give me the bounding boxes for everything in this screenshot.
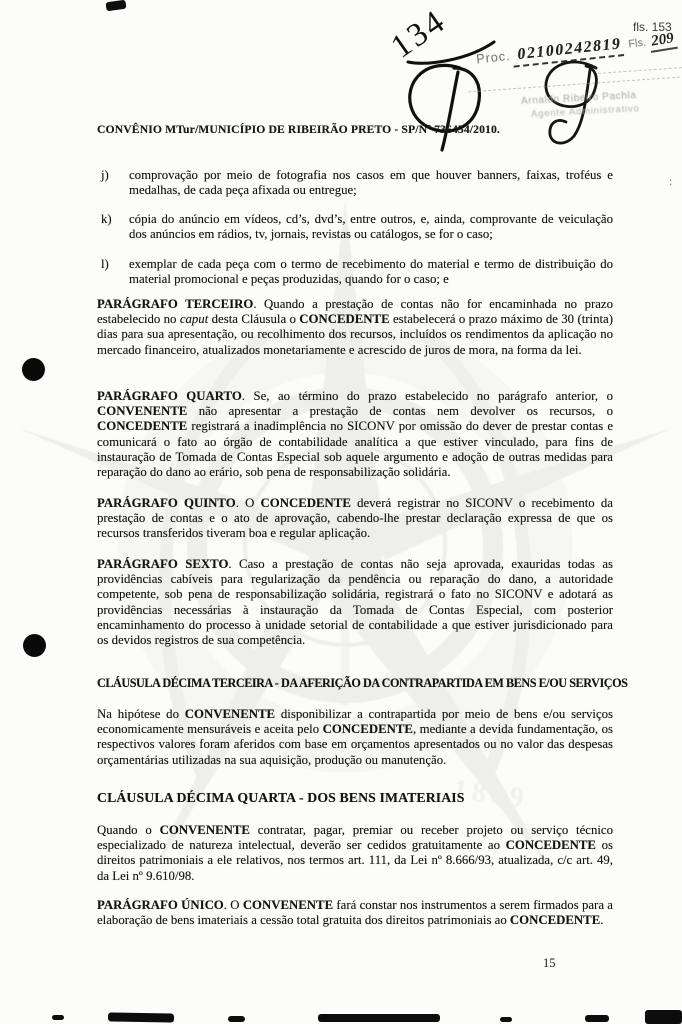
fls-label: Fls. [627,36,647,51]
list-marker: l) [101,257,109,271]
paragrafo-quarto: PARÁGRAFO QUARTO. Se, ao término do prazo estabelecido no parágrafo anterior, o CONVENENTE não apresentar a prestação de contas nem devolver os recursos, o CONCEDENTE registrará a inadimplência no SICONV por omissão do dever de prestar contas e comunicará o fato ao órgão de contabilidade analítica a que estiver vinculado, para fins de instauração de Tomada de Contas Especial sob aquele argumento e adoção de outras medidas para reparação do dano ao erário, sob pena de responsabilização solidária. [97,389,613,480]
ink-speck: : [669,174,673,188]
watermark-year: 1889 [451,774,531,815]
proc-label: Proc. [475,48,512,67]
page-number: 15 [543,956,556,970]
fls-number-handwritten: 209 [649,30,678,53]
list-marker: j) [101,168,109,182]
list-item-k: k) cópia do anúncio em vídeos, cd’s, dvd’s, entre outros, e, ainda, comprovante de veiculação dos anúncios em rádios, tv, jornais, revistas ou catálogos, se for o caso; [101,212,613,242]
punch-hole-mark [22,358,45,381]
paragrafo-quinto: PARÁGRAFO QUINTO. O CONCEDENTE deverá registrar no SICONV o recebimento da prestação de contas e o ato de aprovação, cabendo-lhe prestar declaração expressa de que os recursos transferidos tiveram boa e regular aplicação. [97,496,613,541]
punch-hole-mark [23,634,46,657]
list-item-j: j) comprovação por meio de fotografia nos casos em que houver banners, faixas, troféus e medalhas, de cada peça afixada ou entregue; [101,168,613,198]
folio-top-right: fls. 153 [633,20,672,34]
scan-artifact [585,1015,609,1022]
scan-artifact [500,1017,512,1022]
clausula-decima-quarta-heading: CLÁUSULA DÉCIMA QUARTA - DOS BENS IMATERIAIS [97,790,465,805]
scan-artifact [318,1014,440,1022]
handwritten-folio-number: 134 [384,2,454,66]
scan-artifact [105,0,126,11]
scan-artifact [645,1010,682,1024]
stamp-signer-name: Arnaldo Ribeiro Pachla [520,89,637,108]
stamp-signer-role: Agente Administrativo [530,103,640,120]
clausula-decima-quarta-paragrafo: Quando o CONVENENTE contratar, pagar, premiar ou receber projeto ou serviço técnico especializado de natureza intelectual, deverão ser cedidos gratuitamente ao CONCEDENTE os direitos patrimoniais a ele relativos, nos termos art. 111, da Lei nº 8.666/93, atualizada, c/c art. 49, da Lei nº 9.610/98. [97,823,614,883]
paragrafo-sexto: PARÁGRAFO SEXTO. Caso a prestação de contas não seja aprovada, exauridas todas as providências cabíveis para regularização da pendência ou reparação do dano, a autoridade competente, sob pena de responsabilização solidária, registrará o fato no SICONV e adotará as providências necessárias à instauração da Tomada de Contas Especial, com posterior encaminhamento do processo à unidade setorial de contabilidade a que estiver jurisdicionado para os devidos registros de sua competência. [97,557,614,648]
scan-artifact [52,1015,64,1020]
document-title: CONVÊNIO MTur/MUNICÍPIO DE RIBEIRÃO PRETO - SP/Nº 736454/2010. [97,123,500,136]
scan-artifact [228,1016,245,1022]
list-item-l: l) exemplar de cada peça com o termo de recebimento do material e termo de distribuição do material promocional e peças produzidas, quando for o caso; e [101,257,613,287]
proc-number-handwritten: 02100242819 [514,35,625,68]
paragrafo-unico: PARÁGRAFO ÚNICO. O CONVENENTE fará constar nos instrumentos a serem firmados para a elaboração de bens imateriais a cessão total gratuita dos direitos patrimoniais ao CONCEDENTE. [97,898,613,928]
clausula-decima-terceira-heading: CLÁUSULA DÉCIMA TERCEIRA - DA AFERIÇÃO DA CONTRAPARTIDA EM BENS E/OU SERVIÇOS [97,676,628,690]
clausula-decima-terceira-paragrafo: Na hipótese do CONVENENTE disponibilizar a contrapartida por meio de bens e/ou serviços economicamente mensuráveis e aceita pelo CONCEDENTE, mediante a devida fundamentação, os respectivos valores foram aferidos com base em orçamentos apresentados ou no valor das despesas orçamentárias utilizadas na sua aquisição, produção ou manutenção. [97,707,613,767]
scan-artifact [108,1012,174,1022]
list-marker: k) [101,212,112,226]
paragrafo-terceiro: PARÁGRAFO TERCEIRO. Quando a prestação de contas não for encaminhada no prazo estabelecido no caput desta Cláusula o CONCEDENTE estabelecerá o prazo máximo de 30 (trinta) dias para sua apresentação, ou recolhimento dos recursos, incluídos os rendimentos da aplicação no mercado financeiro, atualizados monetariamente e acrescido de juros de mora, na forma da lei. [97,297,613,357]
